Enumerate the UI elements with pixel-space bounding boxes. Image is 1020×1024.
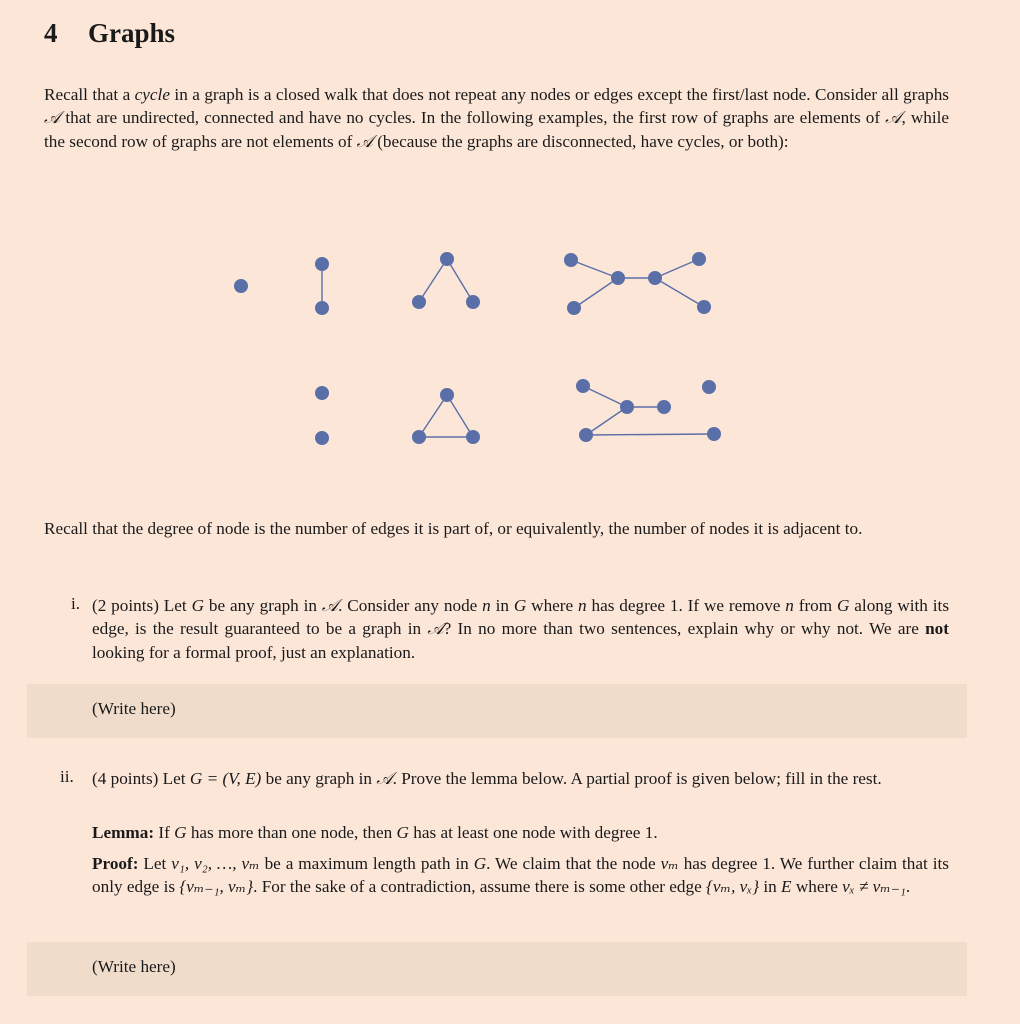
graph-node xyxy=(657,400,671,414)
proof-text: where xyxy=(791,877,843,897)
cycle-term: cycle xyxy=(134,85,170,104)
graph-node xyxy=(466,295,480,309)
graph-node xyxy=(648,271,662,285)
graph-edge xyxy=(574,278,618,308)
graph-node xyxy=(315,431,329,445)
answer-placeholder: (Write here) xyxy=(92,699,176,718)
answer-box-2[interactable] xyxy=(27,942,967,996)
graph-edge xyxy=(583,386,627,407)
points-label: (4 points) xyxy=(92,769,159,788)
graph-node xyxy=(697,300,711,314)
question-text: . Consider any node xyxy=(338,596,483,615)
lemma-label: Lemma: xyxy=(92,823,155,842)
question-text: in xyxy=(490,596,514,615)
math-var: G xyxy=(473,854,487,873)
graph-node xyxy=(412,430,426,444)
question-1-marker: i. xyxy=(71,594,81,613)
graph-node xyxy=(440,388,454,402)
section-title: Graphs xyxy=(88,18,176,48)
question-2-marker: ii. xyxy=(60,767,74,786)
question-text: from xyxy=(793,596,838,615)
proof-text: in xyxy=(759,877,782,897)
question-text: be any graph in xyxy=(204,596,322,615)
graph-examples-figure xyxy=(0,230,1020,460)
section-heading xyxy=(44,18,175,49)
graph-path-three xyxy=(412,252,480,309)
question-text: Let xyxy=(158,769,190,788)
graph-node xyxy=(315,257,329,271)
question-text: looking for a formal proof, just an explanation. xyxy=(92,642,416,662)
lemma-statement xyxy=(92,821,949,844)
graph-edge xyxy=(655,278,704,307)
intro-text: in a graph is a closed walk that does not repeat any nodes or edges except the first/last node. Consider all graphs xyxy=(169,85,949,104)
question-text: Let xyxy=(158,596,192,615)
graph-node xyxy=(315,301,329,315)
math-var: G xyxy=(513,596,527,615)
intro-text: (because the graphs are disconnected, have cycles, or both): xyxy=(372,131,789,151)
graph-node xyxy=(707,427,721,441)
graph-double-star xyxy=(564,252,711,315)
set-symbol: 𝒜 xyxy=(44,108,61,128)
degree-paragraph: Recall that the degree of node is the number of edges it is part of, or equivalently, the number of nodes it is adjacent to. xyxy=(44,519,863,538)
math-var: vₘ xyxy=(660,854,679,873)
question-text: where xyxy=(526,596,579,615)
graph-node xyxy=(611,271,625,285)
graph-node xyxy=(412,295,426,309)
proof-text: has degree 1. We further claim that its only edge is xyxy=(92,854,949,897)
answer-box-1[interactable] xyxy=(27,684,967,738)
proof-text: . For the sake of a contradiction, assume there is some other edge xyxy=(253,877,707,897)
graph-edge xyxy=(586,434,714,435)
graph-node xyxy=(440,252,454,266)
question-text: . Prove the lemma below. A partial proof is given below; fill in the rest. xyxy=(392,769,882,788)
graph-single-node xyxy=(234,279,248,293)
graph-disconnected-cycle xyxy=(576,379,721,442)
graph-node xyxy=(579,428,593,442)
proof-statement xyxy=(92,852,949,899)
question-2-text xyxy=(92,767,949,790)
set-symbol: 𝒜 xyxy=(427,619,444,639)
graph-node xyxy=(466,430,480,444)
proof-label: Proof: xyxy=(92,854,139,873)
math-expression: v₁, v₂, …, vₘ xyxy=(171,854,260,873)
intro-text: Recall that a xyxy=(44,85,135,104)
question-text: along with its edge, is the result guaranteed to be a graph in xyxy=(92,596,950,639)
math-var: G xyxy=(837,596,850,615)
math-var: E xyxy=(781,877,792,897)
graph-edge xyxy=(655,259,699,278)
question-1-text xyxy=(92,594,949,664)
set-symbol: 𝒜 xyxy=(356,131,373,151)
section-number: 4 xyxy=(44,18,58,48)
graph-node xyxy=(564,253,578,267)
set-symbol: 𝒜 xyxy=(321,596,339,615)
emphasis-not: not xyxy=(925,619,949,639)
math-var: G xyxy=(396,823,409,842)
graph-row-2 xyxy=(315,379,721,445)
graph-single-edge xyxy=(315,257,329,315)
math-var: n xyxy=(785,596,794,615)
graph-node xyxy=(692,252,706,266)
question-text: has degree 1. If we remove xyxy=(586,596,786,615)
lemma-text: If xyxy=(154,823,175,842)
graph-edge xyxy=(419,395,447,437)
proof-text: . xyxy=(905,877,911,897)
lemma-text: has at least one node with degree 1. xyxy=(408,823,658,842)
points-label: (2 points) xyxy=(92,596,159,615)
proof-text: . We claim that the node xyxy=(486,854,661,873)
graph-triangle xyxy=(412,388,480,444)
graph-node xyxy=(315,386,329,400)
answer-placeholder: (Write here) xyxy=(92,957,176,976)
graph-two-isolated-nodes xyxy=(315,386,329,445)
graph-edge xyxy=(419,259,447,302)
math-expression: vₓ ≠ vₘ₋₁ xyxy=(842,877,906,897)
lemma-text: has more than one node, then xyxy=(186,823,397,842)
graph-node xyxy=(576,379,590,393)
set-symbol: 𝒜 xyxy=(376,769,393,788)
intro-text: , while the second row of graphs are not elements of xyxy=(44,108,949,151)
math-expression: {vₘ₋₁, vₘ} xyxy=(179,877,254,897)
graph-edge xyxy=(447,259,473,302)
graph-node xyxy=(567,301,581,315)
math-expression: G = (V, E) xyxy=(189,769,262,788)
graph-node xyxy=(702,380,716,394)
question-text: ? In no more than two sentences, explain why or why not. We are xyxy=(443,619,926,639)
math-var: n xyxy=(578,596,587,615)
math-expression: {vₘ, vₓ} xyxy=(706,877,760,897)
intro-text: that are undirected, connected and have no cycles. In the following examples, the first row of graphs are elements of xyxy=(60,108,886,128)
math-var: G xyxy=(191,596,204,615)
proof-text: be a maximum length path in xyxy=(259,854,474,873)
graph-row-1 xyxy=(234,252,711,315)
math-var: G xyxy=(174,823,187,842)
proof-text: Let xyxy=(138,854,172,873)
graph-node xyxy=(234,279,248,293)
graph-edge xyxy=(571,260,618,278)
graph-edge xyxy=(586,407,627,435)
intro-paragraph xyxy=(44,83,949,153)
math-var: n xyxy=(482,596,491,615)
question-text: be any graph in xyxy=(261,769,377,788)
set-symbol: 𝒜 xyxy=(885,108,902,128)
graph-node xyxy=(620,400,634,414)
graph-edge xyxy=(447,395,473,437)
